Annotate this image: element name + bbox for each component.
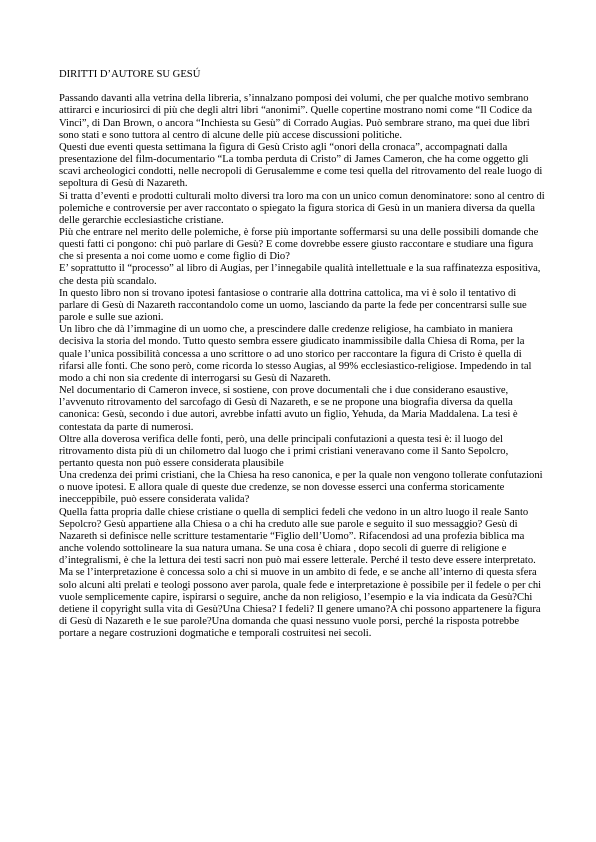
paragraph-8: Nel documentario di Cameron invece, si sostiene, con prove documentali che i due considerano esaustive, l’avvenuto ritrovamento del sarcofago di Gesù di Nazareth, e se ne propone una biografia diversa da quella canonica: Gesù, secondo i due autori, avrebbe infatti avuto un figlio, Yehuda, da Maria Maddalena. La tesi è contestata da parte di numerosi.: [59, 385, 518, 433]
paragraph-12: Ma se l’interpretazione è concessa solo a chi si muove in un ambito di fede, e se anche all’interno di questa sfera solo alcuni alti prelati e teologi possono aver parola, quale fede e interpretazione è possibile per il fedele o per chi vuole semplicemente capire, ispirarsi o seguire, anche da non religioso, l’esempio e la via indicata da Gesù?Chi detiene il copyright sulla vita di Gesù?Una Chiesa? I fedeli? Il genere umano?A chi possono appartenere la figura di Gesù di Nazareth e le sue parole?Una domanda che quasi nessuno vuole porsi, perché la risposta potrebbe portare a negare costruzioni dogmatiche e temporali costruitesi nei secoli.: [59, 567, 542, 640]
paragraph-4: Più che entrare nel merito delle polemiche, è forse più importante soffermarsi su una delle possibili domande che questi fatti ci pongono: chi può parlare di Gesù? E come dovrebbe essere giusto raccontare e studiare una figura che si presenta a noi come uomo e come figlio di Dio?: [59, 227, 539, 263]
paragraph-5: E’ soprattutto il “processo” al libro di Augias, per l’innegabile qualità intellettuale e la sua raffinatezza espositiva, che desta più scandalo.: [59, 263, 541, 287]
paragraph-1: Passando davanti alla vetrina della libreria, s’innalzano pomposi dei volumi, che per qualche motivo sembrano attirarci e incuriosirci di più che degli altri libri “anonimi”. Quelle copertine mostrano nomi come “Il Codice da Vinci”, di Dan Brown, o ancora “Inchiesta su Gesù” di Corrado Augias. Può sembrare strano, ma quei due libri sono stati e sono tuttora al centro di alcune delle più accese discussioni politiche.: [59, 93, 533, 141]
paragraph-7: Un libro che dà l’immagine di un uomo che, a prescindere dalle credenze religiose, ha cambiato in maniera decisiva la storia del mondo. Tutto questo sembra essere giudicato inammissibile dalla Chiesa di Roma, per la quale l’unica possibilità concessa a uno scrittore o ad uno storico per raccontare la figura di Cristo è quella di rifarsi alle fonti. Che sono però, come ricorda lo stesso Augias, al 99% ecclesiastico-religiose. Impedendo in tal modo a chi non sia credente di interrogarsi su Gesù di Nazareth.: [59, 324, 532, 384]
title-spacer: [59, 81, 545, 93]
document-title: DIRITTI D’AUTORE SU GESÚ: [59, 69, 201, 80]
paragraph-10: Una credenza dei primi cristiani, che la Chiesa ha reso canonica, e per la quale non vengono tollerate confutazioni o nuove ipotesi. E allora quale di queste due credenze, se non dovesse esserci una conferma storicamente inecceppibile, può essere considerata valida?: [59, 470, 543, 506]
paragraph-2: Questi due eventi questa settimana la figura di Gesù Cristo agli “onori della cronaca”, accompagnati dalla presentazione del film-documentario “La tomba perduta di Cristo” di James Cameron, che ha come oggetto gli scavi archeologici condotti, nelle necropoli di Gerusalemme e come tesi quella del ritrovamento del reale luogo di sepoltura di Gesù di Nazareth.: [59, 141, 543, 190]
paragraph-9: Oltre alla doverosa verifica delle fonti, però, una delle principali confutazioni a questa tesi è: il luogo del ritrovamento dista più di un chilometro dal luogo che i primi cristiani veneravano come il Santo Sepolcro, pertanto questa non può essere considerata plausibile: [59, 433, 509, 469]
document-body: [59, 69, 545, 640]
paragraph-3: Si tratta d’eventi e prodotti culturali molto diversi tra loro ma con un unico comun denominatore: sono al centro di polemiche e controversie per aver raccontato o spiegato la figura storica di Gesù in un maniera diversa da quella delle gerarchie ecclesiastiche cristiane.: [59, 190, 545, 226]
paragraph-11: Quella fatta propria dalle chiese cristiane o quella di semplici fedeli che vedono in un altro luogo il reale Santo Sepolcro? Gesù appartiene alla Chiesa o a chi ha creduto alle sue parole e seguito il suo messaggio? Gesù di Nazareth si definisce nelle scritture testamentarie “Figlio dell’Uomo”. Rifacendosi ad una profezia biblica ma anche volendo sottolineare la sua natura umana. Se una cosa è chiara , dopo secoli di guerre di religione e d’integralismi, è che la lettura dei testi sacri non può mai essere letterale. Perché il testo deve essere interpretato.: [59, 506, 536, 567]
paragraph-6: In questo libro non si trovano ipotesi fantasiose o contrarie alla dottrina cattolica, ma vi è solo il tentativo di parlare di Gesù di Nazareth raccontandolo come un uomo, lasciando da parte la fede per concentrarsi sulle sue parole e sulle sue azioni.: [59, 287, 527, 324]
